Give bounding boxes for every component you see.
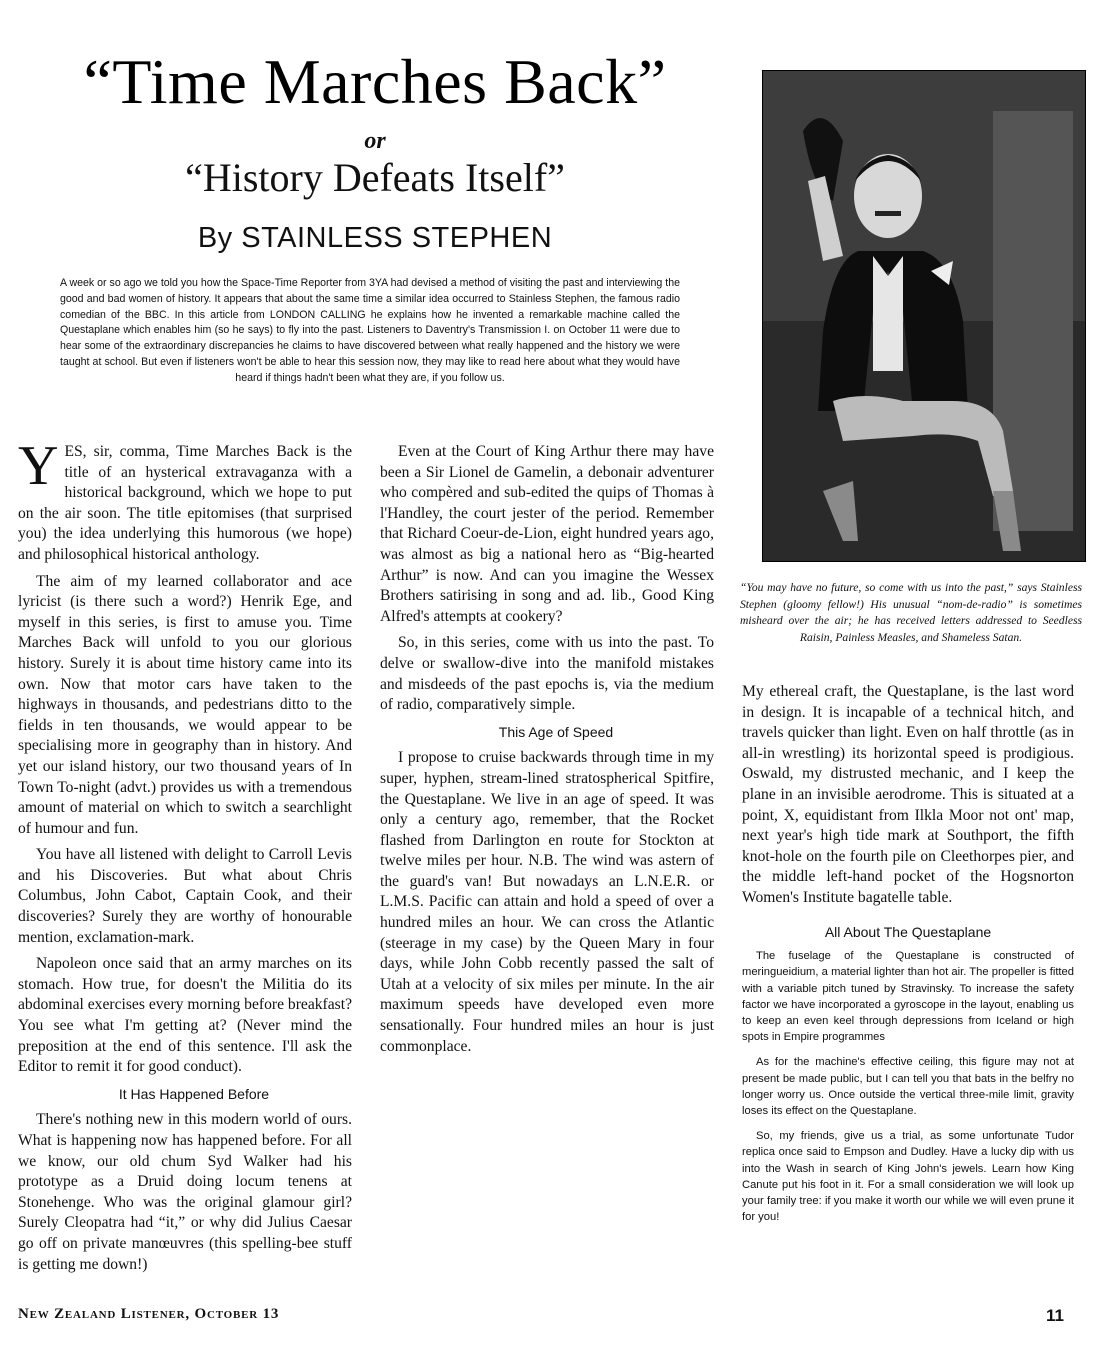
publication-footer: New Zealand Listener, October 13 xyxy=(18,1306,280,1322)
article-paragraph: My ethereal craft, the Questaplane, is the last word in design. It is incapable of a technical hitch, and travels quicker than light. Even on half throttle (as in all-in wrestling) its horizontal speed is prodigious. Oswald, my distrusted mechanic, and I keep the plane in an invisible aerodrome. This is situated at a point, X, equidistant from Ilkla Moor not ont' map, next year's high tide mark at Southport, the fifth knot-hole on the fourth pile on Cleethorpes pier, and the middle left-hand pocket of the Hogsnorton Women's Institute bagatelle table. xyxy=(742,683,1074,906)
section-heading: This Age of Speed xyxy=(498,723,614,740)
article-paragraph: The aim of my learned collaborator and ace lyricist (is there such a word?) Henrik Ege, and myself in this series, is first to amuse you. Time Marches Back will unfold to you our glorious history. Surely it is about time history came into its own. Now that motor cars have taken to the highways in thousands, and pedestrians ditto to the fields in ten thousands, we would appear to be specialising more in geography than in history. And yet our island history, our two thousand years of In Town To-night (advt.) provides us with a tremendous amount of material on which to switch a searchlight of humour and fun. xyxy=(18,572,352,837)
article-column-3 xyxy=(742,682,1074,915)
sidebar-paragraph: So, my friends, give us a trial, as some unfortunate Tudor replica once said to Empson and Dudley. Have a lucky dip with us into the Wash in search of King John's jewels. Learn how King Canute put his foot in it. For a small consideration we will look up your family tree: if you make it worth our while we will even prune it for you! xyxy=(742,1130,1074,1224)
article-paragraph: There's nothing new in this modern world of ours. What is happening now has happened before. For all we know, our old chum Syd Walker had his prototype as a Druid doing locum tenens at Stonehenge. Who was the original glamour girl? Surely Cleopatra had “it,” or why did Julius Caesar go off on private manœuvres (this spelling-bee stuff is getting me down!) xyxy=(18,1111,352,1273)
article-column-1 xyxy=(18,435,352,1273)
article-title: “Time Marches Back” xyxy=(83,46,667,117)
page-number: 11 xyxy=(1046,1306,1064,1325)
sidebar-heading: All About The Questaplane xyxy=(824,924,992,940)
article-paragraph: Even at the Court of King Arthur there may have been a Sir Lionel de Gamelin, a debonair adventurer who compèred and sub-edited the quips of Thomas à l'Handley, the court jester of the period. Remember that Richard Coeur-de-Lion, eight hundred years ago, was almost as big a national hero as “Big-hearted Arthur” is now. And can you imagine the Wessex Brothers satirising in song and ad. lib., Good King Alfred's attempts at cookery? xyxy=(380,443,714,625)
portrait-photo-figure xyxy=(763,71,1085,561)
sidebar-paragraph: As for the machine's effective ceiling, this figure may not at present be made public, but I can tell you that bats in the belfry no longer worry us. Once outside the vertical three-mile limit, gravity loses its effect on the Questaplane. xyxy=(742,1056,1074,1118)
drop-cap: Y xyxy=(18,435,59,497)
section-heading: It Has Happened Before xyxy=(118,1085,270,1102)
byline: By STAINLESS STEPHEN xyxy=(197,222,553,254)
article-paragraph: YES, sir, comma, Time Marches Back is the title of an hysterical extravaganza with a historical background, which we hope to put on the air soon. The title epitomises (that surprised you) the idea underlying this humorous (we hope) and philosophical historical anthology. xyxy=(18,435,352,563)
intro-paragraph: A week or so ago we told you how the Space-Time Reporter from 3YA had devised a method of visiting the past and interviewing the good and bad women of history. It appears that about the same time a similar idea occurred to Stainless Stephen, the famous radio comedian of the BBC. In this article from LONDON CALLING he explains how he invented a remarkable machine called the Questaplane which enables him (so he says) to fly into the past. Listeners to Daventry's Transmission I. on October 11 were due to hear some of the extraordinary discrepancies he claims to have discovered between what really happened and the history we were taught at school. But even if listeners won't be able to hear this session now, they may like to read here about what they would have heard if things hadn't been what they are, if you follow us. xyxy=(60,277,680,384)
photo-caption: “You may have no future, so come with us into the past,” says Stainless Stephen (gloomy fellow!) His unusual “nom-de-radio” is sometimes misheard over the air; he has received letters addressed to Seedless Raisin, Painless Measles, and Shameless Satan. xyxy=(740,581,1082,644)
title-connector: or xyxy=(364,128,386,154)
article-column-2 xyxy=(380,442,714,1063)
article-paragraph: So, in this series, come with us into the past. To delve or swallow-dive into the manifold mistakes and misdeeds of the past epochs is, via the medium of radio, comparatively simple. xyxy=(380,634,714,714)
sidebar-paragraph: The fuselage of the Questaplane is constructed of meringueidium, a material lighter than hot air. The propeller is fitted with a variable pitch tuned by Stravinsky. To increase the safety factor we have incorporated a gyroscope in the layout, enabling us to keep an even keel through depressions from Iceland or high spots in Empire programmes xyxy=(742,950,1074,1044)
article-paragraph: You have all listened with delight to Carroll Levis and his Discoveries. But what about Chris Columbus, John Cabot, Captain Cook, and their discoveries? Surely they are worthy of honourable mention, exclamation-mark. xyxy=(18,846,352,946)
sidebar-box xyxy=(742,924,1074,1234)
article-paragraph: I propose to cruise backwards through time in my super, hyphen, stream-lined stratospherical Spitfire, the Questaplane. We live in an age of speed. It was only a century ago, remember, that the Rocket flashed from Darlington en route for Stockton at twelve miles per hour. N.B. The wind was astern of the guard's van! But nowadays an L.N.E.R. or L.M.S. Pacific can attain and hold a speed of over a hundred miles an hour. We can cross the Atlantic (steerage in my case) by the Queen Mary in four days, while John Cobb recently passed the salt of Utah at a velocity of six miles per minute. In the air maximum speeds have developed even more sensationally. Four hundred miles an hour is just commonplace. xyxy=(380,749,714,1055)
portrait-photo xyxy=(762,70,1086,562)
article-subtitle: “History Defeats Itself” xyxy=(185,155,565,200)
article-paragraph: Napoleon once said that an army marches on its stomach. How true, for doesn't the Militia do its abdominal exercises every morning before breakfast? You see what I'm getting at? (Never mind the preposition at the end of this sentence. I'll ask the Editor to remit it for good conduct). xyxy=(18,955,352,1076)
